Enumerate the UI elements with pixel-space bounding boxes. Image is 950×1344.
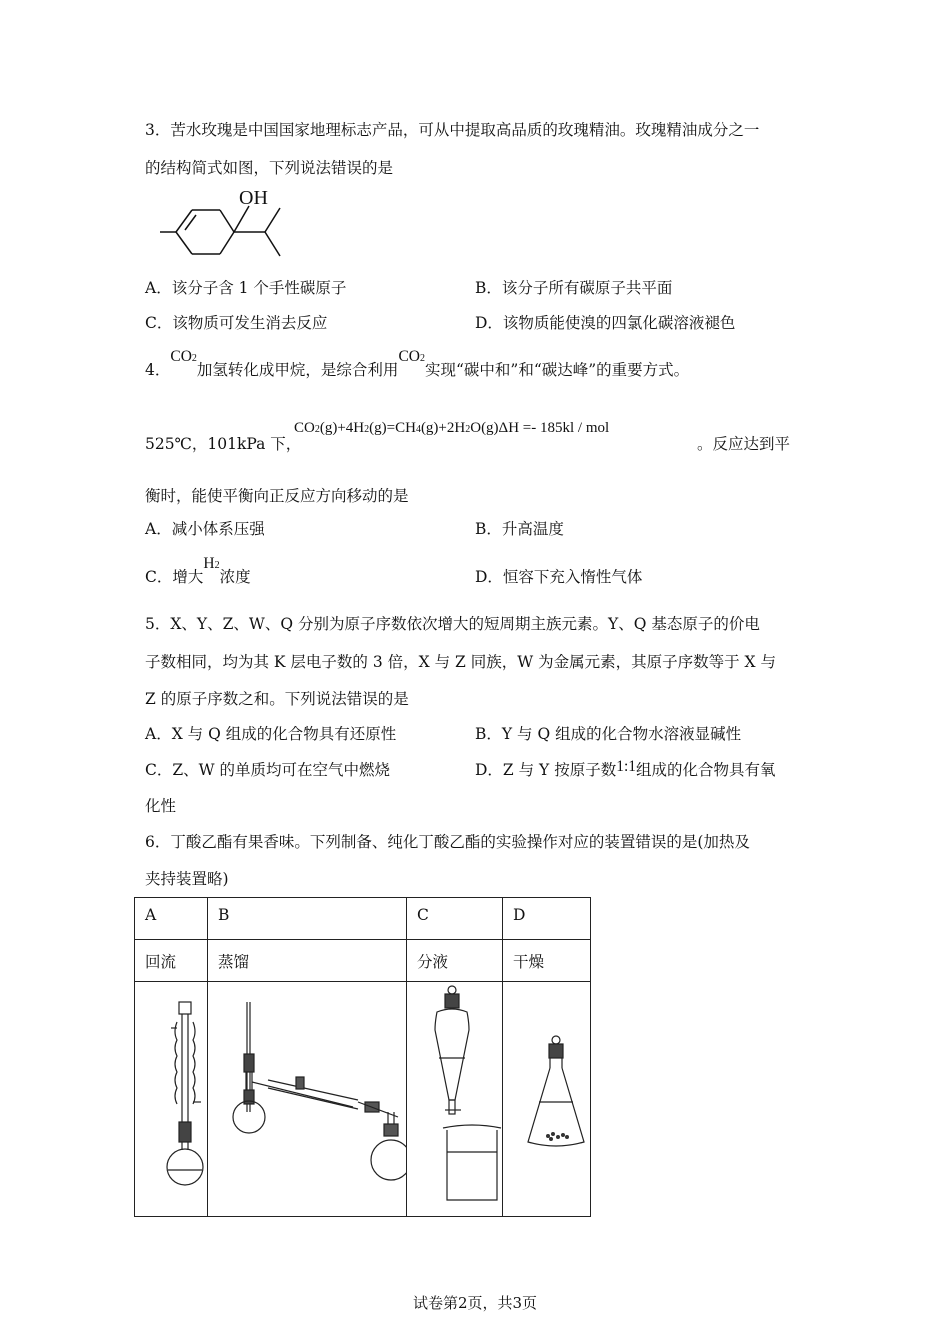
q6-stem-line1: 6．丁酸乙酯有果香味。下列制备、纯化丁酸乙酯的实验操作对应的装置错误的是(加热及 <box>145 833 750 851</box>
q3-option-a: A．该分子含 1 个手性碳原子 <box>145 279 347 297</box>
q4-stem-line3: 衡时，能使平衡向正反应方向移动的是 <box>145 487 409 505</box>
apparatus-table <box>134 897 591 1217</box>
q4-equation: CO2(g)+4H2(g)=CH4(g)+2H2O(g)ΔH =- 185kl / mol <box>294 420 610 436</box>
apparatus-distillation <box>208 982 407 1217</box>
apparatus-drying <box>503 982 591 1217</box>
q4-option-d: D．恒容下充入惰性气体 <box>475 568 643 586</box>
q4-text-end: 实现“碳中和”和“碳达峰”的重要方式。 <box>424 361 690 379</box>
col-letter-d: D <box>503 898 591 940</box>
q3-structure-diagram <box>155 182 295 262</box>
q3-stem-line1: 3．苦水玫瑰是中国国家地理标志产品，可从中提取高品质的玫瑰精油。玫瑰精油成分之一 <box>145 121 760 139</box>
apparatus-separation <box>407 982 503 1217</box>
q4-option-b: B．升高温度 <box>475 520 564 538</box>
col-letter-c: C <box>407 898 503 940</box>
oh-label: OH <box>239 187 268 209</box>
table-row <box>135 940 591 982</box>
q5-stem-line2: 子数相同，均为其 K 层电子数的 3 倍，X 与 Z 同族，W 为金属元素，其原子序数等于 X 与 <box>145 653 776 671</box>
q5-option-b: B．Y 与 Q 组成的化合物水溶液显碱性 <box>475 725 742 743</box>
q5-option-d: D．Z 与 Y 按原子数1:1组成的化合物具有氧 <box>475 758 776 779</box>
apparatus-reflux <box>135 982 208 1217</box>
page-footer: 试卷第2页，共3页 <box>412 1294 538 1312</box>
co2-formula-a: CO2 <box>170 348 197 365</box>
q5-option-a: A．X 与 Q 组成的化合物具有还原性 <box>145 725 397 743</box>
q5-option-c: C．Z、W 的单质均可在空气中燃烧 <box>145 761 390 779</box>
q4-number: 4． <box>145 361 171 379</box>
col-letter-b: B <box>208 898 407 940</box>
q3-stem-line2: 的结构简式如图，下列说法错误的是 <box>145 159 394 177</box>
q5-stem-line3: Z 的原子序数之和。下列说法错误的是 <box>145 690 409 708</box>
q3-option-b: B．该分子所有碳原子共平面 <box>475 279 673 297</box>
col-letter-a: A <box>135 898 208 940</box>
conical-flask-icon <box>503 982 590 1215</box>
op-c: 分液 <box>407 940 503 982</box>
table-row <box>135 982 591 1217</box>
co2-formula-b: CO2 <box>398 348 425 365</box>
q4-option-c: C．增大H2浓度 <box>145 555 251 586</box>
q4-condition: 525℃，101kPa 下， <box>145 435 302 453</box>
op-a: 回流 <box>135 940 208 982</box>
distillation-apparatus-icon <box>208 982 406 1215</box>
q4-option-a: A．减小体系压强 <box>145 520 265 538</box>
reflux-condenser-icon <box>135 982 207 1215</box>
table-row <box>135 898 591 940</box>
q4-condition-end: 。反应达到平 <box>697 435 791 453</box>
q4-stem-line1 <box>145 348 690 380</box>
q3-option-c: C．该物质可发生消去反应 <box>145 314 328 332</box>
q3-option-d: D．该物质能使溴的四氯化碳溶液褪色 <box>475 314 736 332</box>
q5-stem-line1: 5．X、Y、Z、W、Q 分别为原子序数依次增大的短周期主族元素。Y、Q 基态原子的价电 <box>145 615 760 633</box>
q4-text-mid: 加氢转化成甲烷，是综合利用 <box>196 361 399 379</box>
q6-stem-line2: 夹持装置略) <box>145 870 229 888</box>
separatory-funnel-icon <box>407 982 502 1215</box>
op-d: 干燥 <box>503 940 591 982</box>
q5-option-d-cont: 化性 <box>145 797 177 815</box>
op-b: 蒸馏 <box>208 940 407 982</box>
